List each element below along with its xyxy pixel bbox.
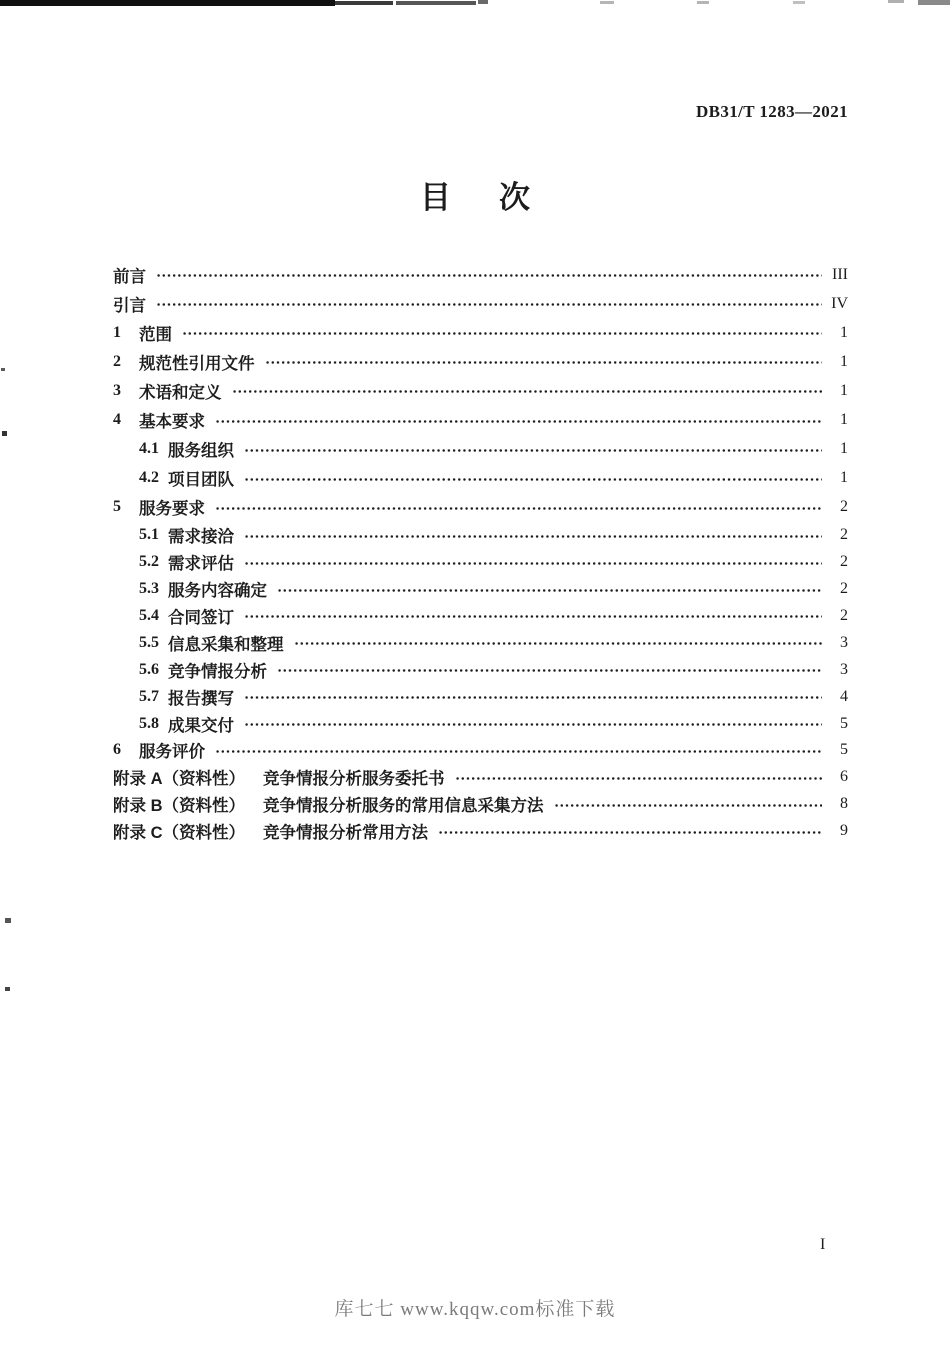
scan-artifact-left-speck <box>2 431 7 436</box>
dot-leader <box>244 534 822 539</box>
dot-leader <box>244 614 822 619</box>
toc-entry-title: 竞争情报分析服务的常用信息采集方法 <box>263 797 544 816</box>
toc-entry-number: 5 <box>113 498 121 516</box>
toc-entry-page: 1 <box>840 352 848 370</box>
toc-entry-page: III <box>832 265 848 283</box>
page-number: I <box>820 1236 826 1253</box>
toc-entry-page: IV <box>831 294 848 312</box>
toc-entry-title: 竞争情报分析服务委托书 <box>263 770 445 789</box>
toc-entry-page: 2 <box>840 606 848 624</box>
scan-artifact-top-dash <box>697 1 709 4</box>
toc-entry-title: 引言 <box>113 296 146 315</box>
scan-artifact-left-speck <box>5 987 10 991</box>
toc-entry-number: 5.6 <box>139 660 159 678</box>
toc-entry-title: 项目团队 <box>168 471 234 490</box>
page-title-char: 目 <box>420 180 451 215</box>
toc-entry-title: 需求评估 <box>168 555 234 574</box>
standard-number: DB31/T 1283—2021 <box>695 102 848 121</box>
toc-entry-number: 附录 C（资料性） <box>113 824 245 843</box>
toc-entry-title: 成果交付 <box>168 716 234 735</box>
toc-entry-title: 竞争情报分析常用方法 <box>263 824 428 843</box>
toc-entry <box>113 260 848 289</box>
toc-entry-page: 3 <box>840 660 848 678</box>
scan-artifact-top-dash <box>478 0 488 4</box>
toc-entry-title: 基本要求 <box>139 413 205 432</box>
toc-entry <box>113 764 848 791</box>
toc-entry-number: 5.8 <box>139 714 159 732</box>
toc-entry-title: 服务评价 <box>139 743 205 762</box>
page-title <box>0 182 950 213</box>
toc-entry-page: 1 <box>840 440 848 458</box>
scan-artifact-top-dash <box>888 0 904 3</box>
dot-leader <box>182 331 822 336</box>
page-title-char: 次 <box>499 180 530 215</box>
toc-entry-number: 3 <box>113 381 121 399</box>
toc-entry <box>113 710 848 737</box>
toc-entry-page: 8 <box>840 795 848 813</box>
toc-entry-page: 2 <box>840 553 848 571</box>
dot-leader <box>244 561 822 566</box>
toc-entry-page: 5 <box>840 741 848 759</box>
table-of-contents <box>113 260 848 845</box>
toc-entry-number: 1 <box>113 323 121 341</box>
toc-entry-title: 需求接洽 <box>168 528 234 547</box>
toc-entry-page: 2 <box>840 498 848 516</box>
toc-entry-page: 5 <box>840 714 848 732</box>
toc-entry-page: 3 <box>840 633 848 651</box>
scan-artifact-top-dash <box>793 1 805 4</box>
dot-leader <box>156 302 822 307</box>
toc-entry-page: 1 <box>840 411 848 429</box>
toc-entry <box>113 493 848 522</box>
toc-entry <box>113 435 848 464</box>
toc-entry <box>113 318 848 347</box>
dot-leader <box>244 477 822 482</box>
toc-entry <box>113 405 848 434</box>
scan-artifact-top-bar <box>0 0 335 6</box>
dot-leader <box>244 695 822 700</box>
toc-entry-page: 2 <box>840 526 848 544</box>
toc-entry-title: 竞争情报分析 <box>168 662 267 681</box>
toc-entry-title: 范围 <box>139 325 172 344</box>
watermark: 库七七 www.kqqw.com标准下载 <box>334 1299 616 1320</box>
dot-leader <box>277 668 822 673</box>
dot-leader <box>265 360 823 365</box>
scan-artifact-top-dash <box>600 1 614 4</box>
toc-entry-page: 4 <box>840 687 848 705</box>
scan-artifact-left-speck <box>1 368 5 371</box>
toc-entry-title: 合同签订 <box>168 608 234 627</box>
toc-entry-number: 5.7 <box>139 687 159 705</box>
toc-entry-number: 5.5 <box>139 633 159 651</box>
dot-leader <box>438 830 822 835</box>
toc-entry-number: 4.2 <box>139 469 159 487</box>
toc-entry <box>113 603 848 630</box>
toc-entry-page: 1 <box>840 469 848 487</box>
toc-entry <box>113 576 848 603</box>
scan-artifact-left-speck <box>5 918 11 923</box>
toc-entry <box>113 289 848 318</box>
toc-entry <box>113 737 848 764</box>
toc-entry <box>113 818 848 845</box>
toc-entry-title: 报告撰写 <box>168 689 234 708</box>
toc-entry-title: 服务内容确定 <box>168 582 267 601</box>
dot-leader <box>244 448 822 453</box>
dot-leader <box>215 506 822 511</box>
toc-entry <box>113 376 848 405</box>
toc-entry <box>113 549 848 576</box>
toc-entry <box>113 629 848 656</box>
scan-artifact-top-dash <box>335 1 393 5</box>
toc-entry-number: 5.3 <box>139 580 159 598</box>
dot-leader <box>455 776 823 781</box>
toc-entry-title: 服务组织 <box>168 442 234 461</box>
toc-entry-title: 服务要求 <box>139 500 205 519</box>
toc-entry-page: 6 <box>840 768 848 786</box>
toc-entry <box>113 522 848 549</box>
toc-entry-number: 6 <box>113 741 121 759</box>
toc-entry-page: 9 <box>840 822 848 840</box>
toc-entry <box>113 464 848 493</box>
toc-entry-number: 4 <box>113 411 121 429</box>
toc-entry-page: 1 <box>840 323 848 341</box>
toc-entry-title: 术语和定义 <box>139 383 222 402</box>
toc-entry-number: 5.1 <box>139 526 159 544</box>
toc-entry <box>113 347 848 376</box>
dot-leader <box>294 641 823 646</box>
dot-leader <box>277 588 822 593</box>
toc-entry-page: 2 <box>840 580 848 598</box>
scan-artifact-top-dash <box>918 0 950 5</box>
toc-entry-number: 4.1 <box>139 440 159 458</box>
dot-leader <box>244 722 822 727</box>
toc-entry-page: 1 <box>840 381 848 399</box>
scan-artifact-top-dash <box>396 1 476 5</box>
dot-leader <box>554 803 823 808</box>
toc-entry <box>113 656 848 683</box>
toc-entry <box>113 683 848 710</box>
toc-entry-number: 5.2 <box>139 553 159 571</box>
dot-leader <box>156 273 822 278</box>
toc-entry-number: 2 <box>113 352 121 370</box>
dot-leader <box>232 389 823 394</box>
toc-entry <box>113 791 848 818</box>
dot-leader <box>215 419 822 424</box>
toc-entry-number: 附录 B（资料性） <box>113 797 245 816</box>
toc-entry-number: 附录 A（资料性） <box>113 770 245 789</box>
toc-entry-title: 信息采集和整理 <box>168 635 284 654</box>
dot-leader <box>215 749 822 754</box>
toc-entry-title: 前言 <box>113 267 146 286</box>
toc-entry-number: 5.4 <box>139 606 159 624</box>
toc-entry-title: 规范性引用文件 <box>139 354 255 373</box>
